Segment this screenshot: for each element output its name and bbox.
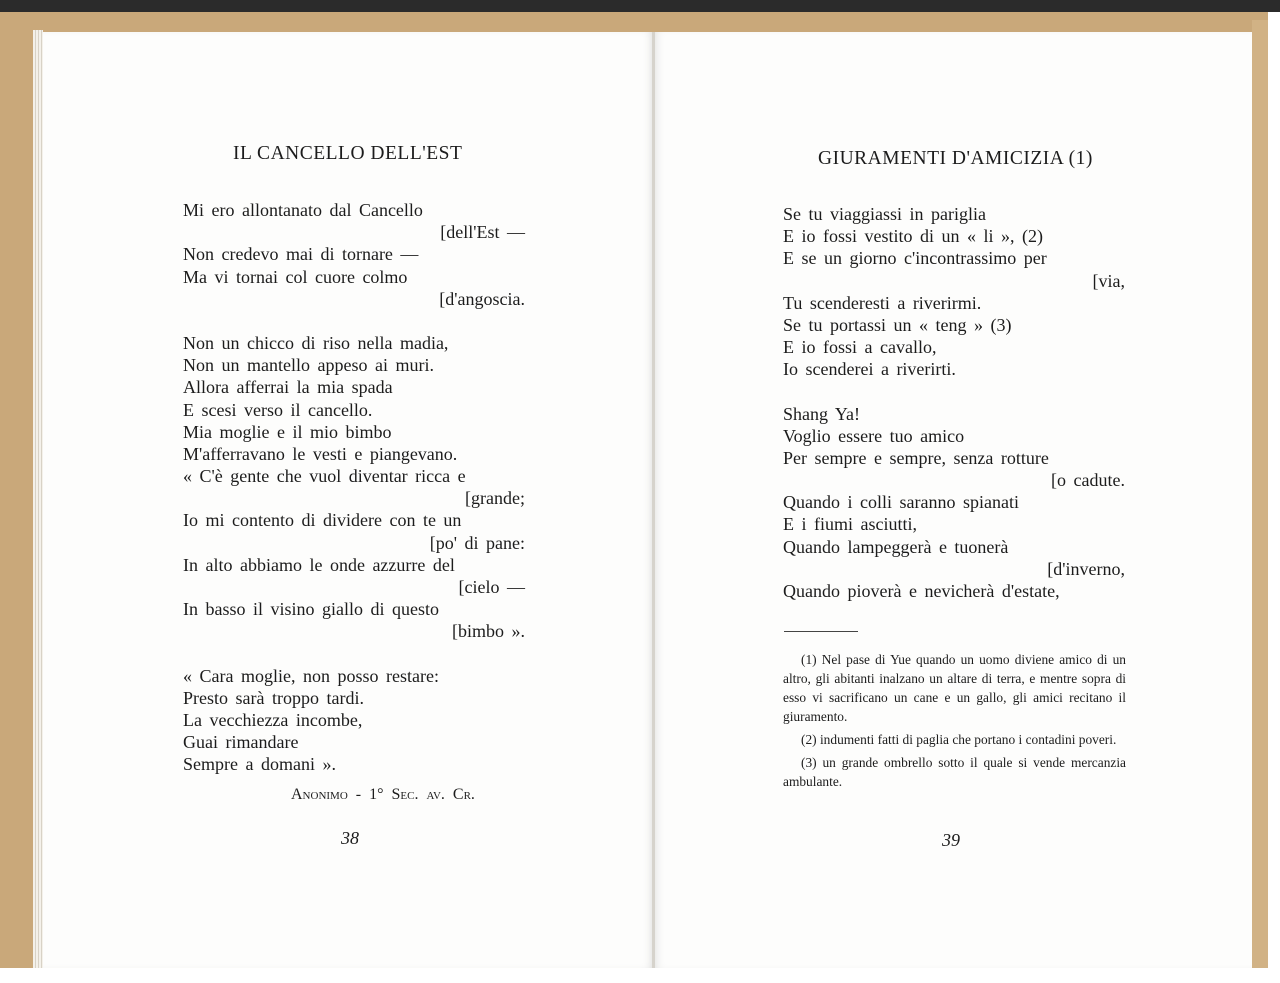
- footnote: (3) un grande ombrello sotto il quale si vende mercanzia ambulante.: [783, 755, 1126, 789]
- poem-line: In basso il visino giallo di questo: [183, 599, 439, 620]
- poem-line: Quando pioverà e nevicherà d'estate,: [783, 581, 1060, 601]
- poem-line: Voglio essere tuo amico: [783, 425, 965, 446]
- poem-line: Shang Ya!: [783, 403, 861, 424]
- stanza: [783, 203, 1125, 381]
- poem-line: Sempre a domani ».: [183, 754, 336, 775]
- footnote: (1) Nel pase di Yue quando un uomo diviene amico di un altro, gli abitanti inalzano un altare di terra, e mentre sopra di esso vi sacrificano un cane e un gallo, gli amici recitano il giuramento.: [783, 652, 1126, 724]
- poem-line: Quando i colli saranno spianati: [783, 492, 1019, 513]
- right-page-number: 39: [942, 830, 960, 850]
- poem-line-continuation: [via,: [1092, 270, 1125, 291]
- book-cover-right-edge: [1252, 20, 1268, 974]
- poem-line: Io scenderei a riverirti.: [783, 359, 956, 380]
- poem-line: Io mi contento di dividere con te un: [183, 510, 462, 531]
- page-stack-edge: [33, 30, 43, 968]
- footnotes: [783, 650, 1126, 795]
- scan-top-border: [0, 0, 1280, 12]
- poem-line: La vecchiezza incombe,: [183, 709, 363, 730]
- poem-line-continuation: [grande;: [465, 488, 525, 509]
- poem-line: Non credevo mai di tornare —: [183, 244, 419, 265]
- poem-line: Quando lampeggerà e tuonerà: [783, 536, 1009, 557]
- poem-line: Non un mantello appeso ai muri.: [183, 355, 434, 376]
- right-page-title: GIURAMENTI D'AMICIZIA (1): [818, 148, 1093, 169]
- poem-line: In alto abbiamo le onde azzurre del: [183, 554, 455, 575]
- poem-line: Per sempre e sempre, senza rotture: [783, 447, 1049, 468]
- poem-line-continuation: [o cadute.: [1051, 470, 1125, 491]
- poem-line: Mi ero allontanato dal Cancello: [183, 200, 423, 220]
- poem-attribution: Anonimo - 1° Sec. av. Cr.: [291, 786, 475, 803]
- poem-line: Se tu viaggiassi in pariglia: [783, 204, 986, 224]
- scan-bottom-margin: [0, 968, 1280, 983]
- footnote-divider: [784, 631, 858, 632]
- poem-line: Presto sarà troppo tardi.: [183, 687, 364, 708]
- poem-line-continuation: [bimbo ».: [452, 621, 525, 642]
- left-poem: [183, 199, 525, 798]
- poem-line: Se tu portassi un « teng » (3): [783, 314, 1012, 335]
- footnote: (2) indumenti fatti di paglia che portano i contadini poveri.: [801, 732, 1117, 747]
- stanza: [183, 332, 525, 643]
- poem-line: Tu scenderesti a riverirmi.: [783, 292, 982, 313]
- left-page-title: IL CANCELLO DELL'EST: [233, 143, 463, 164]
- poem-line-continuation: [dell'Est —: [440, 222, 525, 243]
- poem-line-continuation: [d'inverno,: [1047, 558, 1125, 579]
- stanza: [183, 199, 525, 310]
- stanza: [783, 403, 1125, 603]
- poem-line: Mia moglie e il mio bimbo: [183, 421, 392, 442]
- poem-line-continuation: [cielo —: [458, 577, 525, 597]
- poem-line: « Cara moglie, non posso restare:: [183, 665, 439, 686]
- poem-line-continuation: [po' di pane:: [429, 532, 525, 553]
- stanza: [183, 665, 525, 776]
- poem-line: E io fossi a cavallo,: [783, 337, 937, 358]
- poem-line: Allora afferrai la mia spada: [183, 377, 393, 398]
- poem-line: E io fossi vestito di un « li », (2): [783, 226, 1043, 247]
- poem-line: Ma vi tornai col cuore colmo: [183, 266, 408, 287]
- right-poem: [783, 203, 1125, 624]
- poem-line: E i fiumi asciutti,: [783, 514, 917, 535]
- left-page-number: 38: [341, 828, 359, 848]
- poem-line: Non un chicco di riso nella madia,: [183, 332, 449, 353]
- poem-line: M'afferravano le vesti e piangevano.: [183, 443, 458, 464]
- poem-line: « C'è gente che vuol diventar ricca e: [183, 466, 466, 487]
- poem-line-continuation: [d'angoscia.: [439, 288, 525, 309]
- poem-line: E scesi verso il cancello.: [183, 399, 373, 420]
- poem-line: E se un giorno c'incontrassimo per: [783, 248, 1047, 269]
- poem-line: Guai rimandare: [183, 732, 299, 753]
